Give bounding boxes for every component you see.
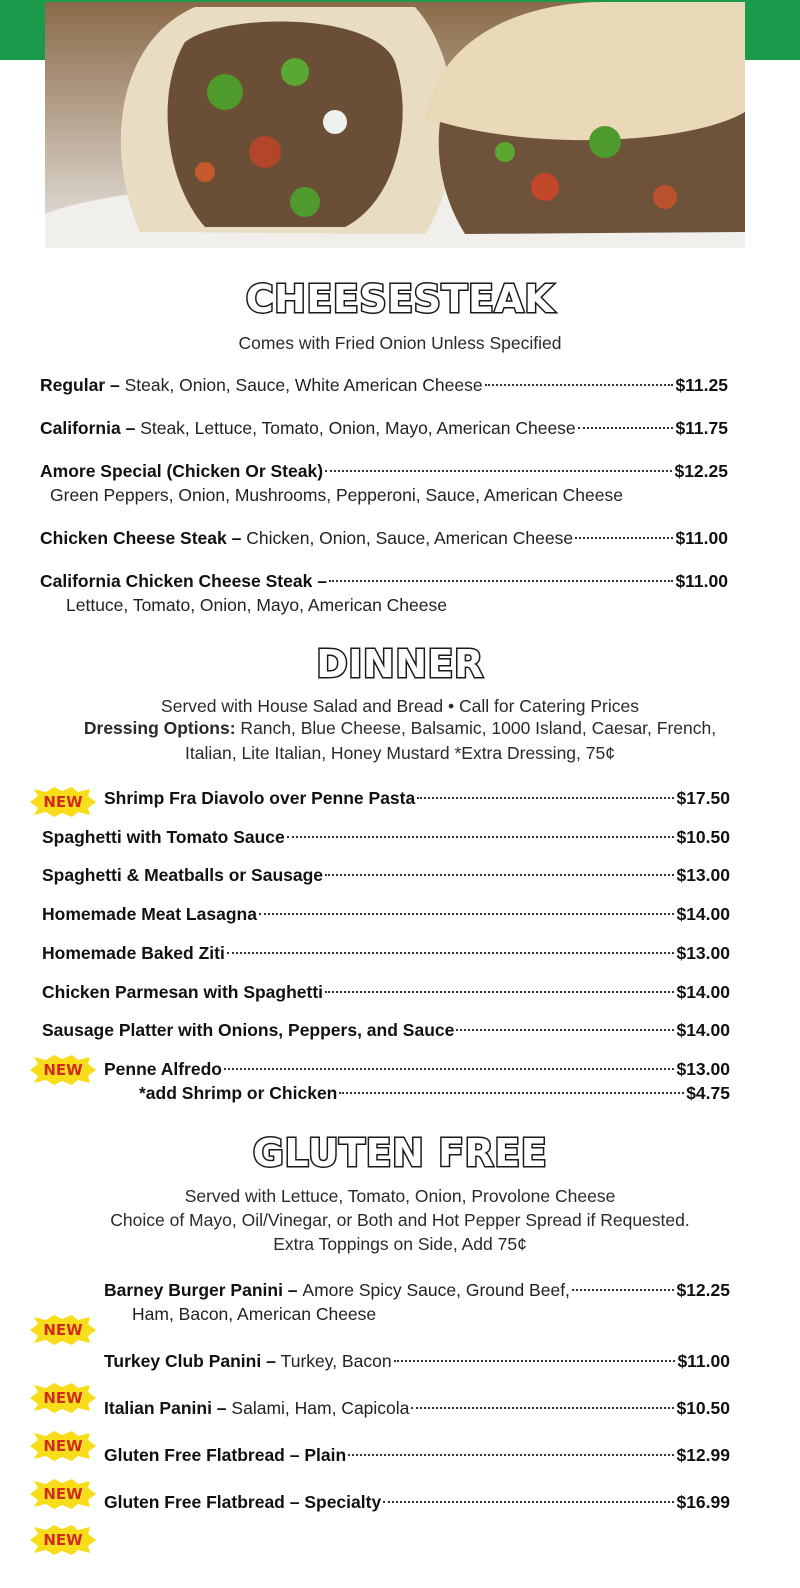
new-badge: NEW [28, 1524, 98, 1556]
new-badge: NEW [28, 1478, 98, 1510]
menu-item: California – Steak, Lettuce, Tomato, Onion, Mayo, American Cheese $11.75 [40, 418, 728, 438]
dressing-options: Dressing Options: Ranch, Blue Cheese, Balsamic, 1000 Island, Caesar, French, [83, 718, 717, 738]
menu-item: Penne Alfredo $13.00 [104, 1059, 730, 1079]
new-badge: NEW [28, 1430, 98, 1462]
menu-item: Spaghetti & Meatballs or Sausage $13.00 [42, 865, 730, 885]
menu-item: Spaghetti with Tomato Sauce $10.50 [42, 827, 730, 847]
menu-item: Italian Panini – Salami, Ham, Capicola $10.50 [104, 1398, 730, 1418]
menu-item: Shrimp Fra Diavolo over Penne Pasta $17.50 [104, 788, 730, 808]
gluten-free-subtitle-3: Extra Toppings on Side, Add 75¢ [273, 1234, 527, 1254]
menu-item-description: Ham, Bacon, American Cheese [132, 1304, 377, 1324]
menu-item: Chicken Parmesan with Spaghetti $14.00 [42, 982, 730, 1002]
cheesesteak-subtitle: Comes with Fried Onion Unless Specified [238, 333, 562, 353]
dressing-options-cont: Italian, Lite Italian, Honey Mustard *Extra Dressing, 75¢ [185, 743, 615, 763]
menu-item-description: Green Peppers, Onion, Mushrooms, Pepperoni, Sauce, American Cheese [50, 485, 623, 505]
menu-item: Gluten Free Flatbread – Specialty $16.99 [104, 1492, 730, 1512]
cheesesteak-photo [45, 2, 745, 248]
menu-item: Turkey Club Panini – Turkey, Bacon $11.00 [104, 1351, 730, 1371]
menu-item: Sausage Platter with Onions, Peppers, and Sauce $14.00 [42, 1020, 730, 1040]
cheesesteak-title: CHEESESTEAK [245, 277, 555, 321]
new-badge: NEW [28, 1314, 98, 1346]
menu-item: Gluten Free Flatbread – Plain $12.99 [104, 1445, 730, 1465]
gluten-free-subtitle-2: Choice of Mayo, Oil/Vinegar, or Both and Hot Pepper Spread if Requested. [110, 1210, 690, 1230]
new-badge: NEW [28, 1382, 98, 1414]
menu-item-description: Lettuce, Tomato, Onion, Mayo, American Cheese [66, 595, 447, 615]
menu-item-addon: *add Shrimp or Chicken $4.75 [139, 1083, 730, 1103]
menu-item: Regular – Steak, Onion, Sauce, White American Cheese $11.25 [40, 375, 728, 395]
gluten-free-subtitle: Served with Lettuce, Tomato, Onion, Provolone Cheese [184, 1186, 616, 1206]
dinner-title: DINNER [316, 642, 484, 686]
menu-item: Homemade Baked Ziti $13.00 [42, 943, 730, 963]
menu-item: California Chicken Cheese Steak – $11.00 [40, 571, 728, 591]
menu-item: Chicken Cheese Steak – Chicken, Onion, Sauce, American Cheese $11.00 [40, 528, 728, 548]
menu-item: Amore Special (Chicken Or Steak) $12.25 [40, 461, 728, 481]
dinner-subtitle: Served with House Salad and Bread • Call for Catering Prices [161, 696, 639, 716]
menu-item: Barney Burger Panini – Amore Spicy Sauce, Ground Beef, $12.25 [104, 1280, 730, 1300]
menu-item: Homemade Meat Lasagna $14.00 [42, 904, 730, 924]
new-badge: NEW [28, 786, 98, 818]
new-badge: NEW [28, 1054, 98, 1086]
gluten-free-title: GLUTEN FREE [252, 1131, 548, 1175]
